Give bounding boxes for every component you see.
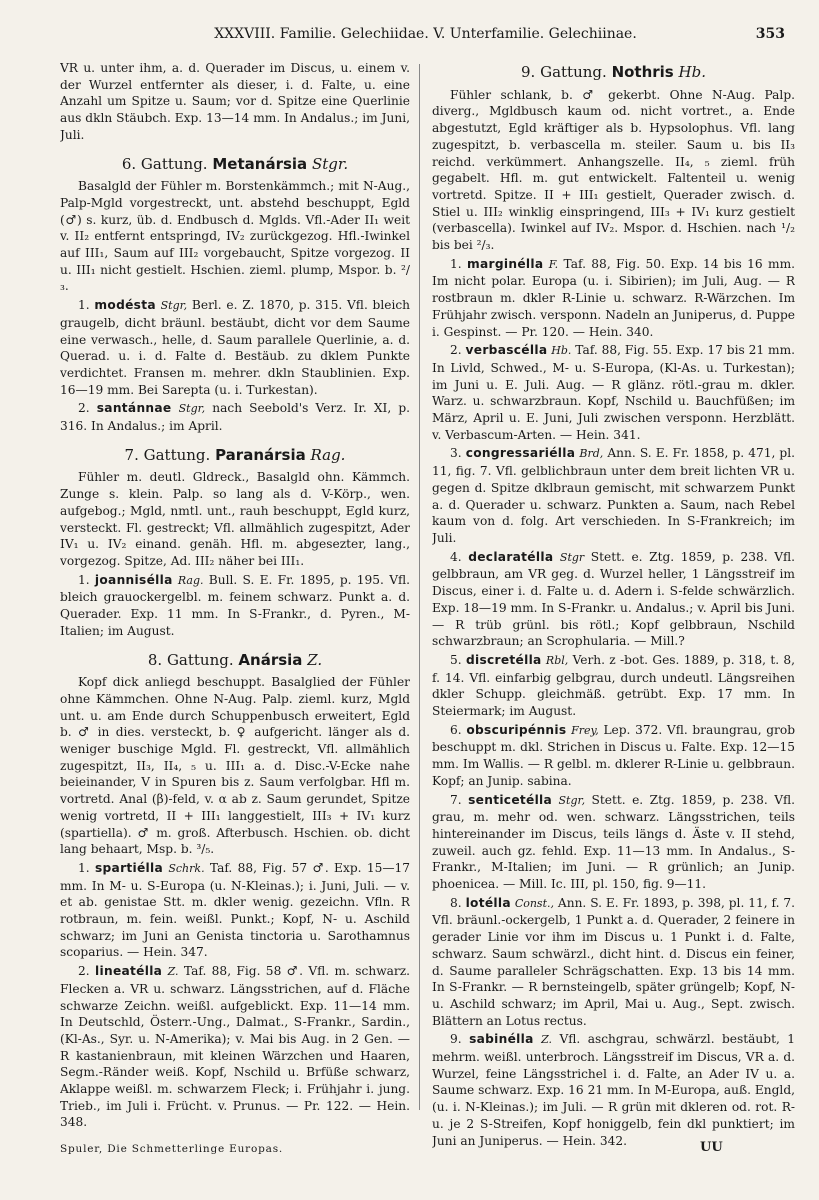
genus-heading-nothris <box>432 64 795 81</box>
species-entry: 1. modésta Stgr, Berl. e. Z. 1870, p. 315. Vfl. bleich graugelb, dicht bräunl. bestäubt, dicht vor dem Saume eine verwasch., helle, d. Saum parallele Querlinie, a. d. Querad. u. i. d. Falte d. Bestäub. zu dklem Punkte verdichtet. Fransen m. mehrer. dkln Staublinien. Exp. 16—19 mm. Bei Sarepta (u. i. Turkestan). <box>60 298 410 397</box>
species-text: Bull. S. E. Fr. 1895, p. 195. Vfl. bleich grauockergelbl. m. feinem schwarz. Punkt a. d. Querader. Exp. 11 mm. In S-Frankr., d. Pyren., M-Italien; im August. <box>60 572 410 638</box>
page-number: 353 <box>755 26 785 42</box>
species-name: lotélla <box>465 895 511 910</box>
genus-name: Anársia <box>238 650 303 669</box>
species-entry: 2. lineatélla Z. Taf. 88, Fig. 58 ♂. Vfl. m. schwarz. Flecken a. VR u. schwarz. Längsstrichen, auf d. Fläche schwarze Zeichn. weißl. aufgeblickt. Exp. 11—14 mm. In Deutschld, Österr.-Ung., Dalmat., S-Frankr., Sardin., (Kl-As., Syr. u. N-Amerika); v. Mai bis Aug. in 2 Gen. — R kastanienbraun, mit kleinen Wärzchen und Haaren, Segm.-Ränder weiß. Kopf, Nschild u. Brfüße schwarz, Aklappe weißl. m. schwarzem Fleck; i. Frühjahr i. jung. Trieb., im Juli i. Frücht. v. Prunus. — Pr. 122. — Hein. 348. <box>60 964 410 1130</box>
genus-heading-metanarsia <box>60 156 410 173</box>
running-header <box>60 26 791 50</box>
species-name: congressariélla <box>465 446 576 461</box>
species-entry: 2. verbascélla Hb. Taf. 88, Fig. 55. Exp. 17 bis 21 mm. In Livld, Schwed., M- u. S-Europa, (Kl-As. u. Turkestan); im Juni u. E. Juli. Aug. — R glänz. rötl.-grau m. dkler. Warz. u. schwarzbraun. Kopf, Nschild u. Bauchfüßen; im März, April u. E. Juni, Juli zwischen versponn. Herzblätt. v. Verbascum-Arten. — Hein. 341. <box>432 343 795 442</box>
species-author: Stgr <box>559 550 585 564</box>
species-author: Hb. <box>551 344 572 358</box>
genus-description: Kopf dick anliegd beschuppt. Basalglied der Fühler ohne Kämmchen. Ohne N-Aug. Palp. zieml. kurz, Mgld unt. u. am Ende durch Schuppenbusch erweitert, Egld b. ♂ in dies. versteckt, b. ♀ aufgericht. länger als d. weniger buschige Mgld. Fl. gestreckt, Vfl. allmählich zugespitzt, II₃, II₄, ₅ u. III₁ a. d. Disc.-V-Ecke nahe beieinander, V in Spuren bis z. Saum verfolgbar. Hfl m. vortretd. Anal (β)-feld, v. α ab z. Saum gerundet, Spitze wenig vortretd, II + III₁ langgestielt, III₃ + IV₁ kurz (spartiella). ♂ m. groß. Afterbusch. Hschien. ob. dicht lang behaart, Msp. b. ³/₅. <box>60 675 410 857</box>
species-name: santánnae <box>96 401 172 416</box>
species-name: sabinélla <box>469 1032 534 1047</box>
species-entry: 6. obscuripénnis Frey, Lep. 372. Vfl. braungrau, grob beschuppt m. dkl. Strichen in Discus u. Falte. Exp. 12—15 mm. Im Wallis. — R gelbl. m. dklerer R-Linie u. gelbbraun. Kopf; an Junip. sabina. <box>432 722 795 788</box>
species-entry: 3. congressariélla Brd, Ann. S. E. Fr. 1858, p. 471, pl. 11, fig. 7. Vfl. gelblichbraun unter dem breit lichten VR u. gegen d. Spitze dklbraun gemischt, mit schwarzem Punkt a. d. Querader u. schwarz. Punkten a. Saum, nach Rebel kaum von d. folg. Art verschieden. In S-Frankreich; im Juli. <box>432 446 795 545</box>
imprint-footer: Spuler, Die Schmetterlinge Europas. <box>60 1143 284 1155</box>
species-author: Rbl, <box>545 653 569 667</box>
species-text: Lep. 372. Vfl. braungrau, grob beschuppt m. dkl. Strichen in Discus u. Falte. Exp. 12—15 mm. Im Wallis. — R gelbl. m. dklerer R-Linie u. gelbbraun. Kopf; an Junip. sabina. <box>432 722 795 788</box>
genus-description: Fühler m. deutl. Gldreck., Basalgld ohn. Kämmch. Zunge s. klein. Palp. so lang als d. V-Körp., wen. aufgebog.; Mgld, nmtl. unt., rauh beschuppt, Egld kurz, versteckt. Fl. gestreckt; Vfl. allmählich zugespitzt, Ader IV₁ u. IV₂ einand. genäh. Hfl. m. abgesezter, lang., vorgezog. Spitze, Ad. III₂ näher bei III₁. <box>60 470 410 568</box>
species-author: Z. <box>541 1033 553 1047</box>
species-name: modésta <box>94 298 156 313</box>
species-entry: 1. spartiélla Schrk. Taf. 88, Fig. 57 ♂. Exp. 15—17 mm. In M- u. S-Europa (u. N-Kleinas.); i. Juni, Juli. — v. et ab. genistae Stt. m. dkler wenig. gezeichn. Vfln. R rotbraun, m. fein. weißl. Punkt.; Kopf, N- u. Aschild schwarz; im Juni an Genista tinctoria u. Sarothamnus scoparius. — Hein. 347. <box>60 860 410 960</box>
species-entry: 1. joannisélla Rag. Bull. S. E. Fr. 1895, p. 195. Vfl. bleich grauockergelbl. m. feinem schwarz. Punkt a. d. Querader. Exp. 11 mm. In S-Frankr., d. Pyren., M-Italien; im August. <box>60 572 410 638</box>
species-entry: 4. declaratélla Stgr Stett. e. Ztg. 1859, p. 238. Vfl. gelbbraun, am VR geg. d. Wurzel heller, 1 Längsstreif im Discus, einer i. d. Falte u. d. Adern i. S-felde schwärzlich. Exp. 18—19 mm. In S-Frankr. u. Andalus.; v. April bis Juni. — R trüb grünl. bis rötl.; Kopf gelbbraun, Nschild schwarzbraun; an Scrophularia. — Mill.? <box>432 549 795 649</box>
species-author: Z. <box>167 965 179 979</box>
species-text: Taf. 88, Fig. 55. Exp. 17 bis 21 mm. In Livld, Schwed., M- u. S-Europa, (Kl-As. u. Turkestan); im Juni u. E. Juli. Aug. — R glänz. rötl.-grau m. dkler. Warz. u. schwarzbraun. Kopf, Nschild u. Bauchfüßen; im März, April u. E. Juni, Juli zwischen versponn. Herzblätt. v. Verbascum-Arten. — Hein. 341. <box>432 343 795 442</box>
genus-author: Rag. <box>310 445 346 464</box>
species-author: Const., <box>514 896 554 910</box>
genus-number: 6. Gattung. <box>121 154 208 173</box>
species-text: Ann. S. E. Fr. 1858, p. 471, pl. 11, fig. 7. Vfl. gelblichbraun unter dem breit lichten VR u. gegen d. Spitze dklbraun gemischt, mit schwarzem Punkt a. d. Querader u. schwarz. Punkten a. Saum, nach Rebel kaum von d. folg. Art verschieden. In S-Frankreich; im Juli. <box>432 446 795 545</box>
species-author: Stgr, <box>558 793 586 807</box>
species-text: Stett. e. Ztg. 1859, p. 238. Vfl. gelbbraun, am VR geg. d. Wurzel heller, 1 Längsstreif im Discus, einer i. d. Falte u. d. Adern i. S-felde schwärzlich. Exp. 18—19 mm. In S-Frankr. u. Andalus.; v. April bis Juni. — R trüb grünl. bis rötl.; Kopf gelbbraun, Nschild schwarzbraun; an Scrophularia. — Mill.? <box>432 549 795 649</box>
species-name: verbascélla <box>465 343 548 358</box>
genus-number: 8. Gattung. <box>147 650 234 669</box>
species-name: discretélla <box>465 652 542 667</box>
species-name: obscuripénnis <box>466 722 567 737</box>
genus-number: 7. Gattung. <box>124 445 211 464</box>
left-column <box>60 60 410 1160</box>
species-entry: 5. discretélla Rbl, Verh. z -bot. Ges. 1889, p. 318, t. 8, f. 14. Vfl. einfarbig gelbgrau, durch undeutl. Längsreihen dkler Schupp. gleichmäß. getrübt. Exp. 17 mm. In Steiermark; im August. <box>432 652 795 719</box>
genus-name: Nothris <box>611 63 674 81</box>
genus-author: Z. <box>307 650 323 669</box>
species-text: Ann. S. E. Fr. 1893, p. 398, pl. 11, f. 7. Vfl. bräunl.-ockergelb, 1 Punkt a. d. Querader, 2 feinere in gerader Linie vor ihm im Discus u. 1 Punkt i. d. Falte, schwarz. Saum schwärzl., dicht hint. d. Discus ein feiner, d. Saume paralleler Schrägschatten. Exp. 13 bis 14 mm. In S-Frankr. — R bernsteingelb, später grüngelb; Kopf, N- u. Aschild schwarz; im April, Mai u. Aug., Sept. zwisch. Blättern an Lotus rectus. <box>432 895 795 1028</box>
species-entry: 7. senticetélla Stgr, Stett. e. Ztg. 1859, p. 238. Vfl. grau, m. mehr od. wen. schwarz. Längsstrichen, teils hintereinander im Discus, teils längs d. Äste v. II stehd, zuweil. auch gz. fehld. Exp. 11—13 mm. In Andalus., S-Frankr., M-Italien; im Juni. — R grünlich; an Junip. phoenicea. — Mill. Ic. III, pl. 150, fig. 9—11. <box>432 792 795 892</box>
genus-name: Paranársia <box>215 445 306 464</box>
species-text: Vfl. aschgrau, schwärzl. bestäubt, 1 mehrm. weißl. unterbroch. Längsstreif im Discus, VR a. d. Wurzel, feine Längsstrichel i. d. Falte, an Ader IV u. a. Saume schwarz. Exp. 16 21 mm. In M-Europa, auß. Engld, (u. i. N-Kleinas.); im Juli. — R grün mit dkleren od. rot. R- u. je 2 S-Streifen, Kopf honiggelb, fein dkl punktiert; im Juni an Juniperus. — Hein. 342. <box>432 1032 795 1148</box>
species-entry: 2. santánnae Stgr, nach Seebold's Verz. Ir. XI, p. 316. In Andalus.; im April. <box>60 401 410 434</box>
species-name: marginélla <box>467 256 544 271</box>
species-text: Berl. e. Z. 1870, p. 315. Vfl. bleich graugelb, dicht bräunl. bestäubt, dicht vor dem Saume eine verwasch., helle, d. Saum parallele Querlinie, a. d. Querad. u. i. d. Falte d. Bestäub. zu dklem Punkte verdichtet. Fransen m. mehrer. dkln Staublinien. Exp. 16—19 mm. Bei Sarepta (u. i. Turkestan). <box>60 298 410 397</box>
genus-name: Metanársia <box>212 154 308 173</box>
header-title: XXXVIII. Familie. Gelechiidae. V. Unterfamilie. Gelechiinae. <box>214 26 637 42</box>
species-name: lineatélla <box>95 964 163 979</box>
species-name: joannisélla <box>94 572 173 587</box>
right-column <box>432 60 795 1160</box>
species-text: Stett. e. Ztg. 1859, p. 238. Vfl. grau, m. mehr od. wen. schwarz. Längsstrichen, teils hintereinander im Discus, teils längs d. Äste v. II stehd, zuweil. auch gz. fehld. Exp. 11—13 mm. In Andalus., S-Frankr., M-Italien; im Juni. — R grünlich; an Junip. phoenicea. — Mill. Ic. III, pl. 150, fig. 9—11. <box>432 792 795 892</box>
species-text: Taf. 88, Fig. 57 ♂. Exp. 15—17 mm. In M- u. S-Europa (u. N-Kleinas.); i. Juni, Juli. — v. et ab. genistae Stt. m. dkler wenig. gezeichn. Vfln. R rotbraun, m. fein. weißl. Punkt.; Kopf, N- u. Aschild schwarz; im Juni an Genista tinctoria u. Sarothamnus scoparius. — Hein. 347. <box>60 860 410 960</box>
species-text: nach Seebold's Verz. Ir. XI, p. 316. In Andalus.; im April. <box>60 401 410 434</box>
genus-description: Fühler schlank, b. ♂ gekerbt. Ohne N-Aug. Palp. diverg., Mgldbusch kaum od. nicht vortret., a. Ende abgestutzt, Egld kräftiger als b. Hypsolophus. Vfl. lang zugespitzt, b. verbascella m. steiler. Saum u. bis II₃ reichd. verkümmert. Anhangszelle. II₄, ₅ zieml. früh gegabelt. Hfl. m. gut entwickelt. Faltenteil u. wenig vortretd. Spitze. II + III₁ gestielt, Querader zwisch. d. Stiel u. III₂ winklig einspringend, III₃ + IV₁ kurz gestielt (verbascella). Iwinkel auf IV₂. Mspor. d. Hschien. nach ¹/₂ bis bei ²/₃. <box>432 87 795 253</box>
species-author: F. <box>548 257 559 271</box>
species-entry: 1. marginélla F. Taf. 88, Fig. 50. Exp. 14 bis 16 mm. Im nicht polar. Europa (u. i. Sibirien); im Juli, Aug. — R rostbraun m. dkler R-Linie u. schwarz. R-Wärzchen. Im Frühjahr zwisch. versponn. Nadeln an Juniperus, d. Puppe i. Gespinst. — Pr. 120. — Hein. 340. <box>432 256 795 339</box>
species-entry: 8. lotélla Const., Ann. S. E. Fr. 1893, p. 398, pl. 11, f. 7. Vfl. bräunl.-ockergelb, 1 Punkt a. d. Querader, 2 feinere in gerader Linie vor ihm im Discus u. 1 Punkt i. d. Falte, schwarz. Saum schwärzl., dicht hint. d. Discus ein feiner, d. Saume paralleler Schrägschatten. Exp. 13 bis 14 mm. In S-Frankr. — R bernsteingelb, später grüngelb; Kopf, N- u. Aschild schwarz; im April, Mai u. Aug., Sept. zwisch. Blättern an Lotus rectus. <box>432 895 795 1028</box>
genus-author: Hb. <box>678 63 706 81</box>
species-name: declaratélla <box>468 549 554 564</box>
signature-mark: UU <box>700 1140 723 1155</box>
species-author: Rag. <box>177 573 204 587</box>
species-text: Taf. 88, Fig. 58 ♂. Vfl. m. schwarz. Flecken a. VR u. schwarz. Längsstrichen, auf d. Fläche schwarze Zeichn. weißl. aufgeblickt. Exp. 11—14 mm. In Deutschld, Österr.-Ung., Dalmat., S-Frankr., Sardin., (Kl-As., Syr. u. N-Amerika); v. Mai bis Aug. in 2 Gen. — R kastanienbraun, mit kleinen Wärzchen und Haaren, Segm.-Ränder weiß. Kopf, Nschild u. Brfüße schwarz, Aklappe weißl. m. schwarzem Fleck; i. Frühjahr i. jung. Trieb., im Juli i. Frücht. v. Prunus. — Pr. 122. — Hein. 348. <box>60 964 410 1130</box>
genus-description: Basalgld der Fühler m. Borstenkämmch.; mit N-Aug., Palp-Mgld vorgestreckt, unt. abstehd beschuppt, Egld (♂) s. kurz, üb. d. Endbusch d. Mglds. Vfl.-Ader II₁ weit v. II₂ entfernt entspringd, IV₂ zurückgezog. Hfl.-Iwinkel auf III₁, Saum auf III₂ vorgebaucht, Spitze vorgezog. II u. III₁ nicht gestielt. Hschien. zieml. plump, Mspor. b. ²/₃. <box>60 179 410 294</box>
species-author: Brd, <box>579 447 604 461</box>
column-divider <box>419 64 420 1110</box>
species-author: Stgr, <box>160 299 188 313</box>
species-entry: 9. sabinélla Z. Vfl. aschgrau, schwärzl. bestäubt, 1 mehrm. weißl. unterbroch. Längsstreif im Discus, VR a. d. Wurzel, feine Längsstrichel i. d. Falte, an Ader IV u. a. Saume schwarz. Exp. 16 21 mm. In M-Europa, auß. Engld, (u. i. N-Kleinas.); im Juli. — R grün mit dkleren od. rot. R- u. je 2 S-Streifen, Kopf honiggelb, fein dkl punktiert; im Juni an Juniperus. — Hein. 342. <box>432 1032 795 1148</box>
species-name: spartiélla <box>94 860 164 875</box>
species-text: Verh. z -bot. Ges. 1889, p. 318, t. 8, f. 14. Vfl. einfarbig gelbgrau, durch undeutl. Längsreihen dkler Schupp. gleichmäß. getrübt. Exp. 17 mm. In Steiermark; im August. <box>432 652 795 719</box>
species-name: senticetélla <box>468 792 553 807</box>
genus-heading-paranarsia <box>60 447 410 464</box>
continued-text: VR u. unter ihm, a. d. Querader im Discus, u. einem v. der Wurzel entfernter als dieser, i. d. Falte, u. eine Anzahl um Spitze u. Saum; vor d. Spitze eine Querlinie aus dkln Stäubch. Exp. 13—14 mm. In Andalus.; im Juni, Juli. <box>60 61 410 142</box>
species-author: Schrk. <box>168 861 205 875</box>
species-author: Frey, <box>571 723 599 737</box>
species-text: Taf. 88, Fig. 50. Exp. 14 bis 16 mm. Im nicht polar. Europa (u. i. Sibirien); im Juli, Aug. — R rostbraun m. dkler R-Linie u. schwarz. R-Wärzchen. Im Frühjahr zwisch. versponn. Nadeln an Juniperus, d. Puppe i. Gespinst. — Pr. 120. — Hein. 340. <box>432 256 795 339</box>
genus-number: 9. Gattung. <box>521 63 607 81</box>
genus-heading-anarsia <box>60 652 410 669</box>
species-author: Stgr, <box>178 402 206 416</box>
genus-author: Stgr. <box>311 154 349 173</box>
